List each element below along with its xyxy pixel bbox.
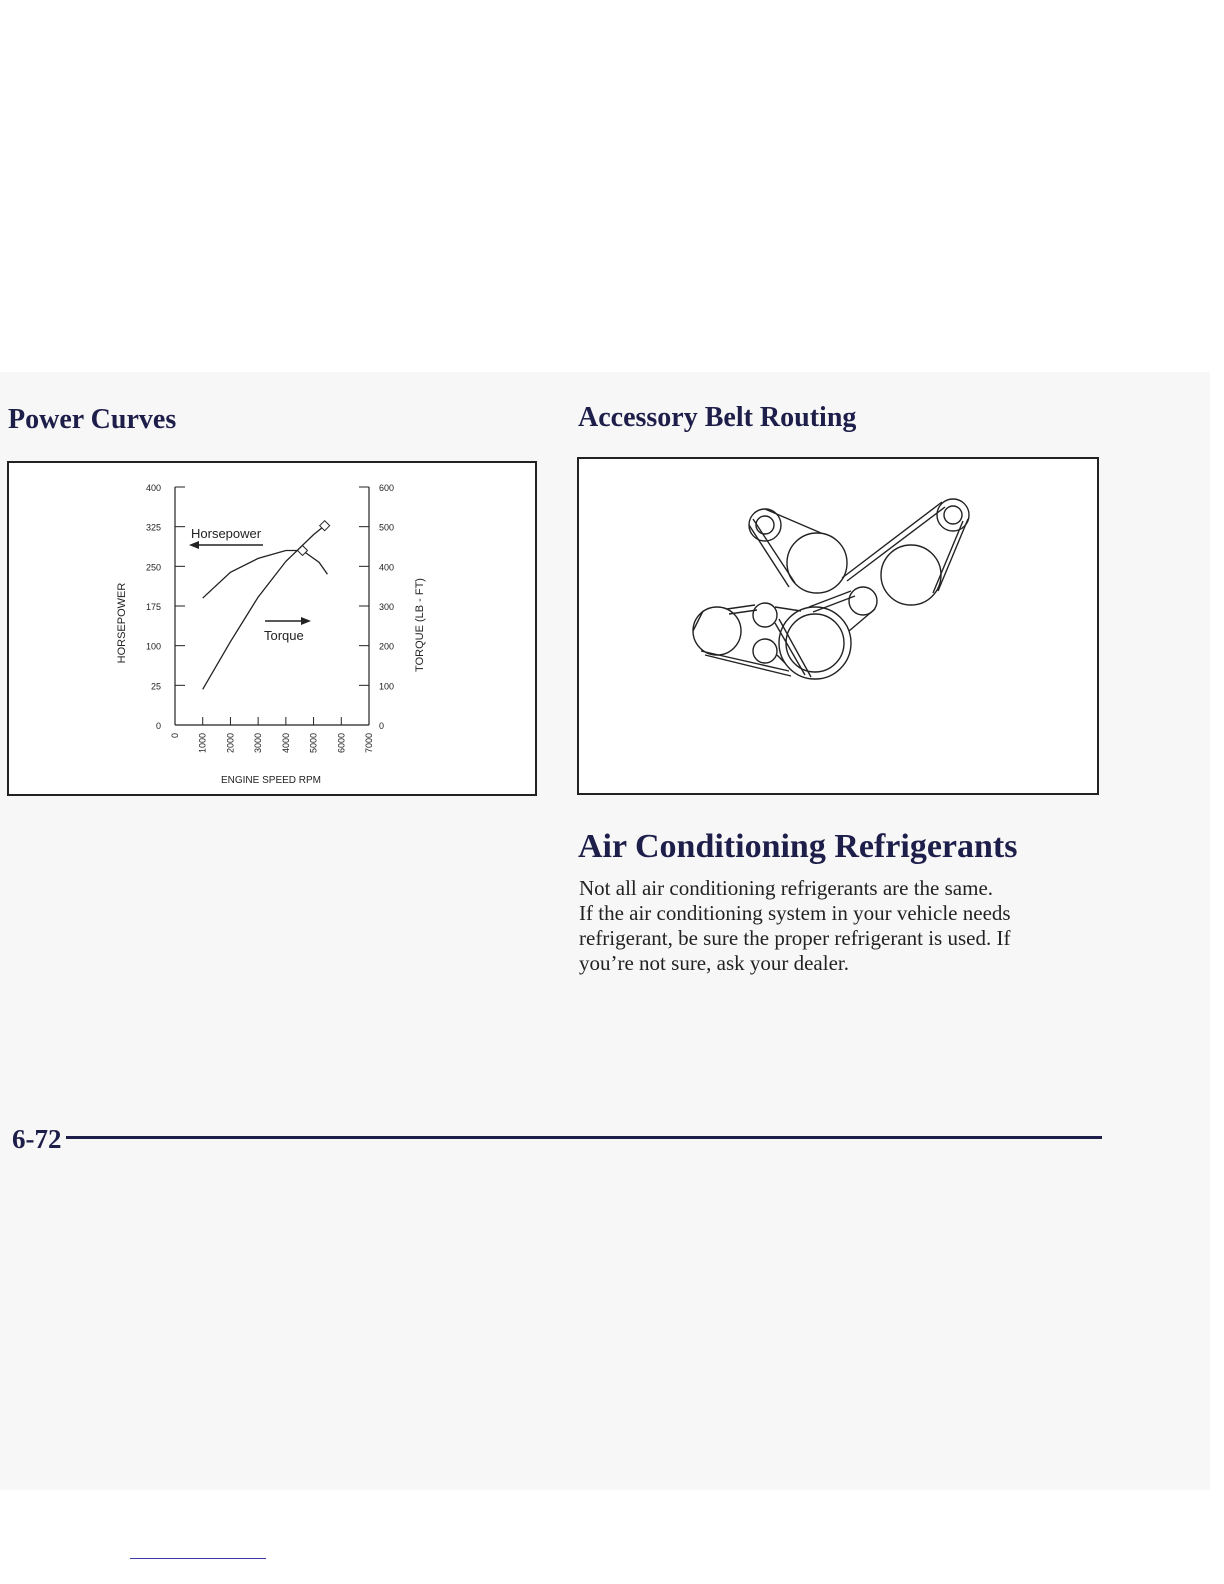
- page-number: 6-72: [12, 1124, 62, 1154]
- y-tick-label: 25: [150, 681, 161, 692]
- y2-tick-label: 300: [379, 602, 395, 612]
- horsepower-annotation: Horsepower: [191, 526, 262, 541]
- belt-routing-diagram: [579, 459, 1097, 793]
- x-tick-label: 3000: [253, 733, 264, 754]
- y2-tick-label: 500: [379, 522, 395, 533]
- torque-curve: [203, 550, 328, 598]
- footer-rule: [66, 1136, 1102, 1139]
- pulley-center-upper: [787, 533, 847, 593]
- pulley-top-right-inner: [944, 506, 962, 524]
- y2-tick-label: 0: [379, 721, 385, 731]
- belt-routing-figure: [577, 457, 1099, 795]
- y-tick-label: 0: [155, 721, 161, 731]
- pulley-top-left-inner: [756, 516, 774, 534]
- pulley-idler-upper: [753, 603, 777, 627]
- x-tick-label: 1000: [197, 733, 208, 754]
- y-tick-label: 400: [145, 483, 161, 493]
- y2-tick-label: 200: [379, 641, 395, 652]
- y-tick-label: 100: [145, 641, 161, 652]
- x-tick-label: 0: [170, 733, 180, 739]
- x-tick-label: 5000: [308, 733, 319, 754]
- pulley-right-large: [881, 545, 941, 605]
- pulley-left: [693, 607, 741, 655]
- x-tick-label: 6000: [336, 733, 347, 754]
- refrigerants-paragraph: [579, 876, 1079, 976]
- pulley-top-right: [937, 499, 969, 531]
- x-tick-label: 7000: [364, 733, 374, 754]
- torque-peak-marker: [297, 545, 307, 555]
- y2-axis-label: TORQUE (LB - FT): [414, 578, 426, 672]
- pulley-idler-lower: [753, 639, 777, 663]
- torque-arrowhead: [301, 617, 311, 625]
- y-tick-label: 325: [145, 522, 161, 533]
- pulley-crankshaft-inner: [786, 614, 844, 672]
- y-axis-label: HORSEPOWER: [116, 582, 128, 664]
- torque-annotation: Torque: [264, 628, 304, 643]
- power-curves-chart: [9, 463, 535, 794]
- pulley-crankshaft: [779, 607, 851, 679]
- x-axis-label: ENGINE SPEED RPM: [220, 775, 322, 786]
- refrigerants-heading: Air Conditioning Refrigerants: [578, 828, 1018, 865]
- paragraph-line: you’re not sure, ask your dealer.: [579, 951, 849, 975]
- paragraph-line: Not all air conditioning refrigerants are the same.: [579, 876, 994, 900]
- y2-tick-label: 400: [379, 562, 395, 573]
- x-tick-label: 4000: [280, 733, 291, 754]
- y2-tick-label: 100: [379, 681, 395, 692]
- paragraph-line: refrigerant, be sure the proper refrigerant is used. If: [579, 926, 1011, 950]
- y-tick-label: 250: [145, 562, 161, 573]
- power-curves-figure: [7, 461, 537, 796]
- y-tick-label: 175: [145, 602, 161, 612]
- power-curves-heading: Power Curves: [8, 404, 177, 435]
- horsepower-arrowhead: [189, 541, 199, 549]
- belt-routing-heading: Accessory Belt Routing: [578, 402, 857, 433]
- y2-tick-label: 600: [379, 483, 395, 493]
- x-tick-label: 2000: [225, 733, 236, 754]
- paragraph-line: If the air conditioning system in your vehicle needs: [579, 901, 1011, 925]
- bottom-link-rule: [130, 1558, 266, 1559]
